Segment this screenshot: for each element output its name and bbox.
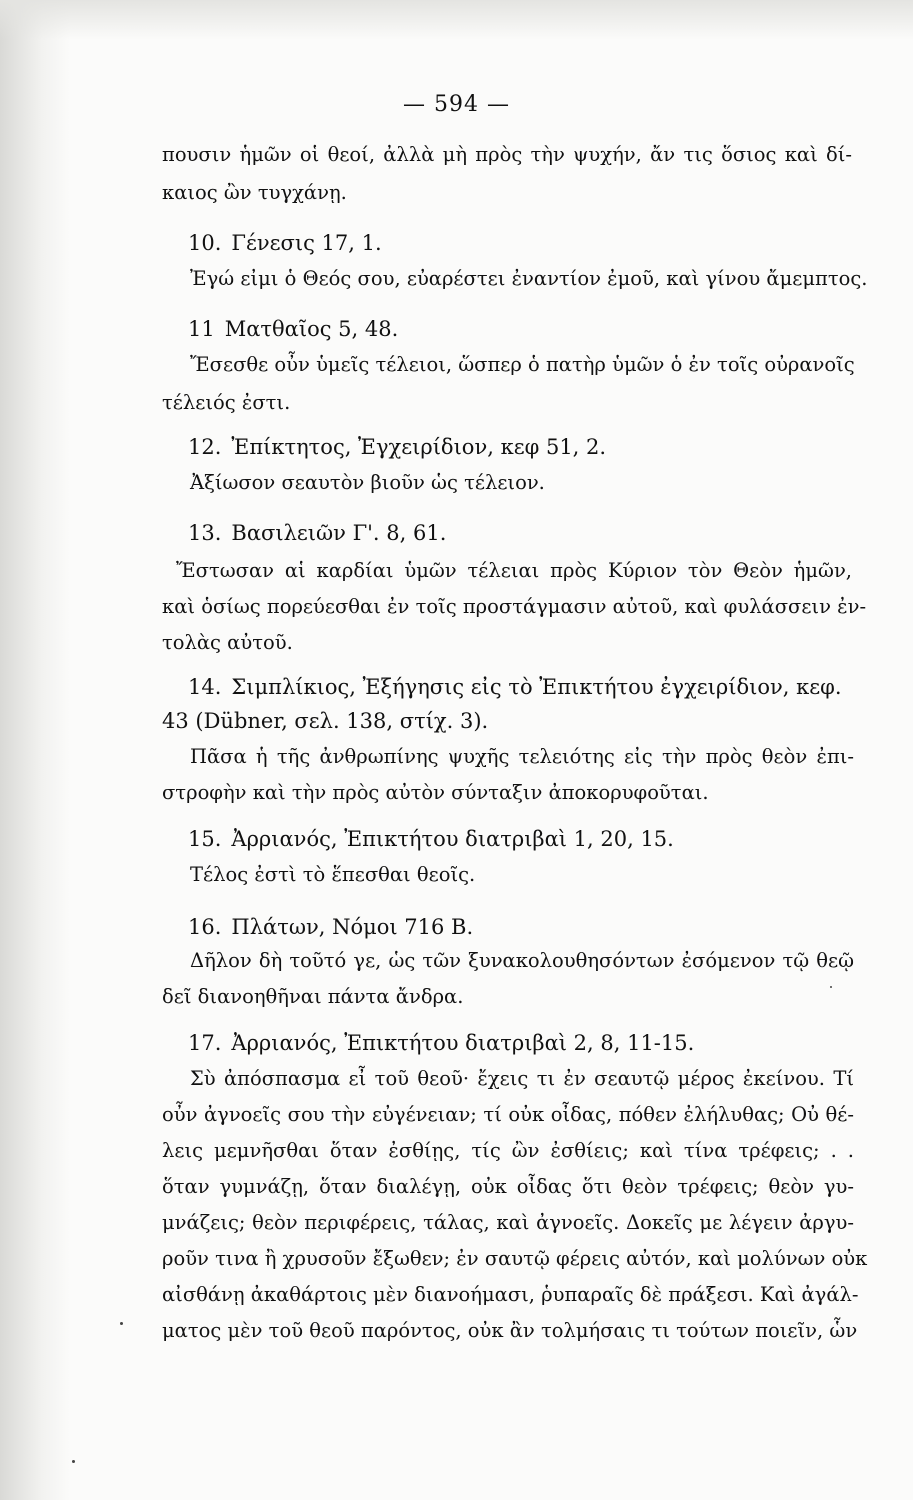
section-number: 11 [188,317,215,341]
text-line: ματος μὲν τοῦ θεοῦ παρόντος, οὐκ ἂν τολμήσαις τι τούτων ποιεῖν, ὧν [162,1319,858,1342]
text-line: τέλειός ἐστι. [162,391,291,414]
section-heading [188,674,842,700]
section-number: 13. [188,521,222,545]
scan-shadow-left [0,0,70,1500]
text-line: στροφὴν καὶ τὴν πρὸς αὐτὸν σύνταξιν ἀποκορυφοῦται. [162,781,709,804]
text-line: Σὺ ἀπόσπασμα εἶ τοῦ θεοῦ· ἔχεις τι ἐν σεαυτῷ μέρος ἐκείνου. Τί [190,1067,854,1090]
text-line: καὶ ὁσίως πορεύεσθαι ἐν τοῖς προστάγμασιν αὐτοῦ, καὶ φυλάσσειν ἐν- [162,595,867,618]
text-line: Ἐγώ εἰμι ὁ Θεός σου, εὐαρέστει ἐναντίον ἐμοῦ, καὶ γίνου ἄμεμπτος. [190,267,868,290]
section-number: 17. [188,1031,222,1055]
section-number: 10. [188,231,222,255]
section-heading [188,230,382,256]
section-heading [188,316,398,342]
section-title: Πλάτων, Νόμοι 716 Β. [231,915,474,939]
section-number: 12. [188,435,222,459]
text-line: Ἀξίωσον σεαυτὸν βιοῦν ὡς τέλειον. [190,471,545,494]
section-heading [188,1030,694,1056]
section-title-continued: 43 (Dübner, σελ. 138, στίχ. 3). [162,709,489,733]
text-line: Ἔσεσθε οὖν ὑμεῖς τέλειοι, ὥσπερ ὁ πατὴρ ὑμῶν ὁ ἐν τοῖς οὐρανοῖς [190,353,855,376]
section-number: 16. [188,915,222,939]
scan-shadow-top [0,0,913,40]
section-heading [188,914,473,940]
scan-speck [72,1460,75,1463]
text-line: δεῖ διανοηθῆναι πάντα ἄνδρα. [162,985,464,1008]
section-heading [188,434,606,460]
section-heading [188,826,674,852]
section-title: Σιμπλίκιος, Ἐξήγησις εἰς τὸ Ἐπικτήτου ἐγχειρίδιον, κεφ. [231,675,842,699]
section-title: Ἀρριανός, Ἐπικτήτου διατριβαὶ 1, 20, 15. [231,827,674,851]
text-line: ὅταν γυμνάζῃ, ὅταν διαλέγῃ, οὐκ οἶδας ὅτι θεὸν τρέφεις; θεὸν γυ- [162,1175,854,1198]
page-number: — 594 — [403,92,510,117]
scan-speck [120,1322,123,1325]
text-line: τολὰς αὐτοῦ. [162,631,293,654]
text-line: λεις μεμνῆσθαι ὅταν ἐσθίῃς, τίς ὢν ἐσθίεις; καὶ τίνα τρέφεις; . . [162,1139,854,1162]
text-line: αἰσθάνῃ ἀκαθάρτοις μὲν διανοήμασι, ῥυπαραῖς δὲ πράξεσι. Καὶ ἀγάλ- [162,1283,859,1306]
section-number: 14. [188,675,222,699]
text-line: Δῆλον δὴ τοῦτό γε, ὡς τῶν ξυνακολουθησόντων ἐσόμενον τῷ θεῷ [190,949,854,972]
section-title: Βασιλειῶν Γ'. 8, 61. [231,521,447,545]
text-line: μνάζεις; θεὸν περιφέρεις, τάλας, καὶ ἀγνοεῖς. Δοκεῖς με λέγειν ἀργυ- [162,1211,854,1234]
text-line: Τέλος ἐστὶ τὸ ἕπεσθαι θεοῖς. [190,863,476,886]
text-line: πουσιν ἡμῶν οἱ θεοί, ἀλλὰ μὴ πρὸς τὴν ψυχήν, ἄν τις ὅσιος καὶ δί- [162,143,852,166]
text-line: Ἔστωσαν αἱ καρδίαι ὑμῶν τέλειαι πρὸς Κύριον τὸν Θεὸν ἡμῶν, [176,559,852,582]
text-line: καιος ὢν τυγχάνῃ. [162,181,347,204]
section-title: Ἀρριανός, Ἐπικτήτου διατριβαὶ 2, 8, 11-15. [231,1031,695,1055]
text-line: ροῦν τινα ἢ χρυσοῦν ἔξωθεν; ἐν σαυτῷ φέρεις αὐτόν, καὶ μολύνων οὐκ [162,1247,868,1270]
section-title: Γένεσις 17, 1. [231,231,382,255]
text-line: οὖν ἀγνοεῖς σου τὴν εὐγένειαν; τί οὐκ οἶδας, πόθεν ἐλήλυθας; Οὐ θέ- [162,1103,854,1126]
section-title: Ἐπίκτητος, Ἐγχειρίδιον, κεφ 51, 2. [231,435,607,459]
section-title: Ματθαῖος 5, 48. [224,317,399,341]
text-line: Πᾶσα ἡ τῆς ἀνθρωπίνης ψυχῆς τελειότης εἰς τὴν πρὸς θεὸν ἐπι- [190,745,854,768]
section-number: 15. [188,827,222,851]
scan-speck [830,986,832,988]
section-heading [188,520,446,546]
